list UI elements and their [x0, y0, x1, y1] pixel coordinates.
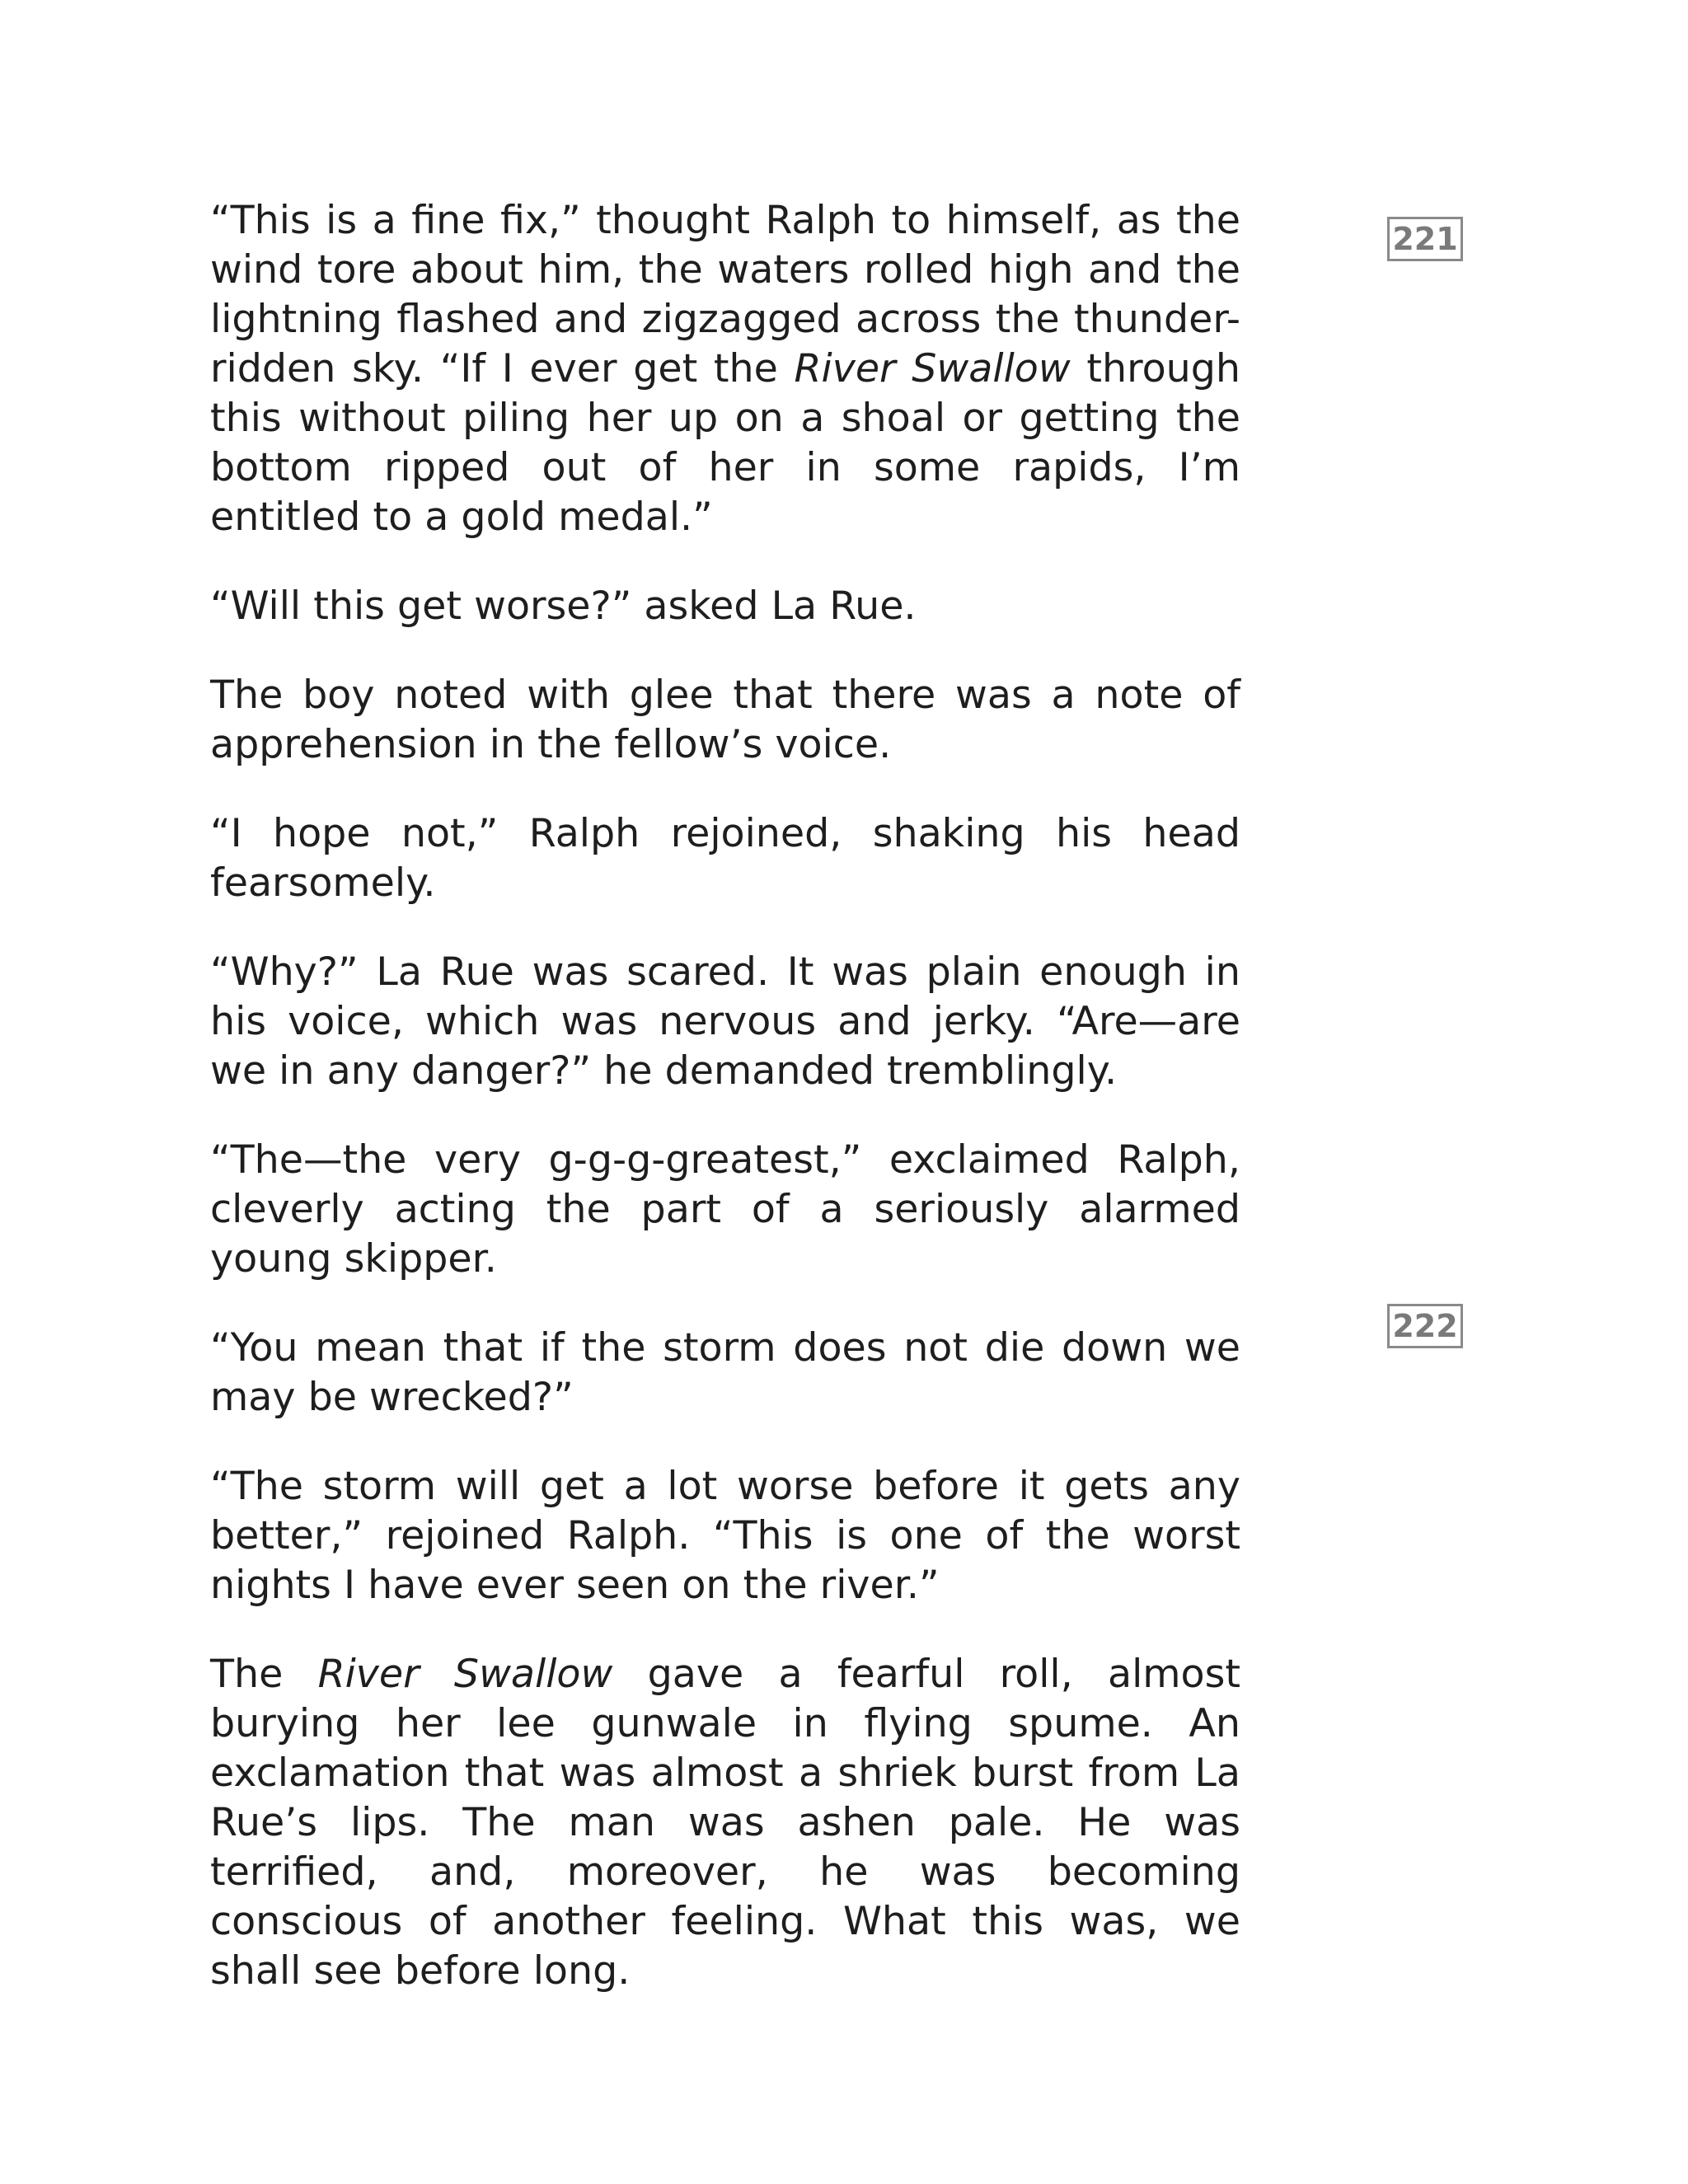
paragraph-6 — [210, 1136, 1240, 1284]
paragraph-text: The — [210, 1652, 318, 1697]
paragraph-text: “You mean that if the storm does not die down we may be wrecked?” — [210, 1325, 1240, 1420]
paragraph-text: “The—the very g-g-g-greatest,” exclaimed Ralph, cleverly acting the part of a seriously alarmed young skipper. — [210, 1137, 1240, 1282]
page-number-marker: 222 — [1387, 1304, 1463, 1348]
book-text — [210, 196, 1240, 1996]
paragraph-7 — [210, 1324, 1240, 1422]
paragraph-9 — [210, 1650, 1240, 1996]
paragraph-4 — [210, 809, 1240, 908]
italic-title: River Swallow — [317, 1652, 613, 1697]
paragraph-text: “This is a fine fix,” thought Ralph to himself, as the wind tore about him, the waters rolled high and the lightning flashed and zigzagged across the thunder-ridden sky. “If I ever get the — [210, 198, 1240, 391]
paragraph-text: “The storm will get a lot worse before it gets any better,” rejoined Ralph. “This is one of the worst nights I have ever seen on the river.” — [210, 1464, 1240, 1608]
paragraph-3 — [210, 671, 1240, 770]
paragraph-text: “I hope not,” Ralph rejoined, shaking his head fearsomely. — [210, 811, 1240, 906]
paragraph-5 — [210, 948, 1240, 1096]
paragraph-text: “Why?” La Rue was scared. It was plain enough in his voice, which was nervous and jerky. “Are—are we in any danger?” he demanded tremblingly. — [210, 949, 1240, 1094]
paragraph-text: through this without piling her up on a shoal or getting the bottom ripped out of her in some rapids, I’m entitled to a gold medal.” — [210, 346, 1241, 540]
page-number-marker: 221 — [1387, 217, 1463, 261]
paragraph-8 — [210, 1462, 1240, 1610]
paragraph-2 — [210, 582, 1240, 631]
paragraph-1 — [210, 196, 1240, 542]
paragraph-text: The boy noted with glee that there was a note of apprehension in the fellow’s voice. — [210, 673, 1240, 767]
italic-title: River Swallow — [794, 346, 1071, 391]
paragraph-text: “Will this get worse?” asked La Rue. — [210, 583, 917, 629]
paragraph-text: gave a fearful roll, almost burying her lee gunwale in flying spume. An exclamation that was almost a shriek burst from La Rue’s lips. The man was ashen pale. He was terrified, and, moreover, he was becoming conscious of another feeling. What this was, we shall see before long. — [210, 1652, 1240, 1994]
